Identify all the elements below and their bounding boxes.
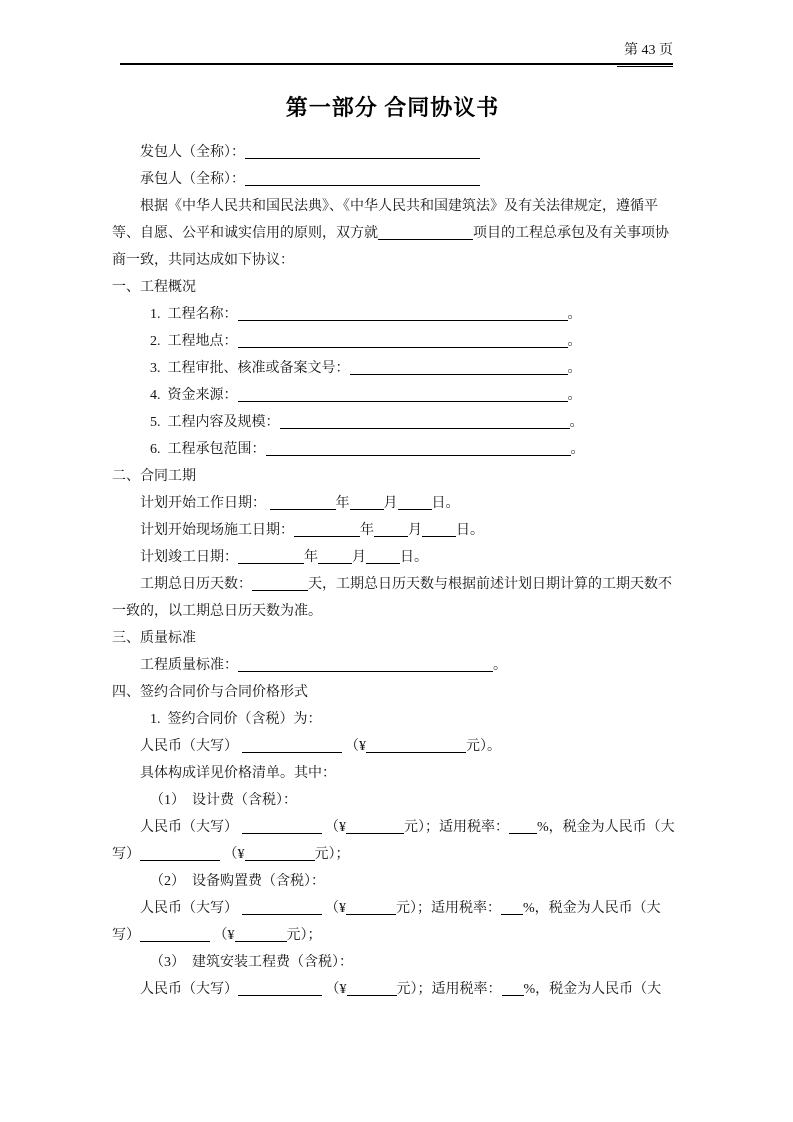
page-number-underline [617, 66, 673, 67]
text-run: 元）； [286, 928, 322, 943]
text-run: 四、签约合同价与合同价格形式 [112, 685, 308, 700]
project-scale-item [112, 409, 673, 436]
contract-price-amount-line [112, 733, 673, 760]
approval-number-item [112, 355, 673, 382]
text-run: 商一致，共同达成如下协议： [112, 253, 294, 268]
blank-field[interactable] [350, 373, 568, 375]
blank-field[interactable] [374, 535, 408, 537]
text-run: 元）；适用税率： [396, 982, 502, 997]
section-4-heading [112, 679, 673, 706]
text-run: %，税金为人民币（大 [523, 901, 661, 916]
text-run: 。 [569, 415, 584, 430]
text-run: （¥ [322, 982, 347, 997]
blank-field[interactable] [280, 427, 570, 429]
text-run: （2） 设备购置费（含税）： [150, 874, 325, 889]
blank-field[interactable] [238, 319, 568, 321]
text-run: %，税金为人民币（大 [523, 982, 662, 997]
text-run: 根据《中华人民共和国民法典》、《中华人民共和国建筑法》及有关法律规定，遵循平 [140, 199, 658, 214]
blank-field[interactable] [294, 535, 360, 537]
duration-days-line-1 [112, 571, 673, 598]
text-run: 一、工程概况 [112, 280, 196, 295]
contract-scope-item [112, 436, 673, 463]
text-run: 。 [570, 442, 585, 457]
blank-field[interactable] [347, 994, 397, 996]
text-run: 日。 [456, 523, 484, 538]
page-header [112, 0, 673, 60]
text-run: 人民币（大写） [140, 982, 238, 997]
text-run: 一致的，以工期总日历天数为准。 [112, 604, 322, 619]
planned-site-start-date-line [112, 517, 673, 544]
party-b-line [112, 166, 673, 193]
planned-start-work-date-line [112, 490, 673, 517]
blank-field[interactable] [238, 346, 568, 348]
design-fee-amount-line-2 [112, 841, 673, 868]
text-run: 写） [112, 928, 140, 943]
text-run: （3） 建筑安装工程费（含税）： [150, 955, 353, 970]
blank-field[interactable] [266, 454, 571, 456]
blank-field[interactable] [509, 832, 537, 834]
blank-field[interactable] [346, 913, 396, 915]
text-run: 月 [352, 550, 366, 565]
text-run: 月 [383, 496, 398, 511]
blank-field[interactable] [238, 994, 322, 996]
text-run: 日。 [400, 550, 428, 565]
blank-field[interactable] [235, 940, 287, 942]
text-run: （¥ [321, 901, 346, 916]
text-run: 。 [567, 388, 582, 403]
text-run: （¥ [341, 739, 366, 754]
text-run: 三、质量标准 [112, 631, 196, 646]
blank-field[interactable] [252, 589, 308, 591]
text-run: 计划开始现场施工日期： [140, 523, 294, 538]
text-run: （¥ [210, 928, 235, 943]
blank-field[interactable] [422, 535, 456, 537]
party-a-line [112, 139, 673, 166]
text-run: 等、自愿、公平和诚实信用的原则，双方就 [112, 226, 378, 241]
text-run: 月 [408, 523, 422, 538]
blank-field[interactable] [238, 670, 493, 672]
project-name-item [112, 301, 673, 328]
text-run: 发包人（全称）： [140, 145, 245, 160]
text-run: 。 [567, 334, 582, 349]
text-run: 5. 工程内容及规模： [150, 415, 280, 430]
quality-standard-line [112, 652, 673, 679]
document-body [112, 139, 673, 1003]
text-run: 具体构成详见价格清单。其中： [140, 766, 336, 781]
text-run: 。 [567, 361, 582, 376]
blank-field[interactable] [140, 940, 210, 942]
page-number: 第 43 页 [624, 43, 673, 58]
text-run: 工程质量标准： [140, 658, 238, 673]
text-run: 日。 [431, 496, 460, 511]
design-fee-amount-line-1 [112, 814, 673, 841]
text-run: 二、合同工期 [112, 469, 196, 484]
section-3-heading [112, 625, 673, 652]
text-run: %，税金为人民币（大 [537, 820, 675, 835]
blank-field[interactable] [350, 508, 384, 510]
equipment-fee-amount-line-2 [112, 922, 673, 949]
text-run: 工期总日历天数： [140, 577, 252, 592]
blank-field[interactable] [238, 562, 304, 564]
text-run: 2. 工程地点： [150, 334, 238, 349]
header-rule [120, 63, 673, 65]
blank-field[interactable] [378, 238, 473, 240]
equipment-fee-item [112, 868, 673, 895]
blank-field[interactable] [242, 751, 342, 753]
blank-field[interactable] [245, 859, 315, 861]
text-run: 年 [360, 523, 374, 538]
text-run: 1. 工程名称： [150, 307, 238, 322]
text-run: 元）；适用税率： [396, 901, 501, 916]
text-run: 元）。 [466, 739, 501, 754]
blank-field[interactable] [140, 859, 220, 861]
blank-field[interactable] [242, 913, 322, 915]
blank-field[interactable] [501, 913, 523, 915]
document-title: 第一部分 合同协议书 [285, 95, 500, 120]
preamble-line-3 [112, 247, 673, 274]
blank-field[interactable] [398, 508, 432, 510]
blank-field[interactable] [366, 751, 466, 753]
blank-field[interactable] [318, 562, 352, 564]
text-run: 天，工期总日历天数与根据前述计划日期计算的工期天数不 [308, 577, 672, 592]
text-run: 写） [112, 847, 140, 862]
preamble-line-1 [112, 193, 673, 220]
project-location-item [112, 328, 673, 355]
text-run: 6. 工程承包范围： [150, 442, 266, 457]
equipment-fee-amount-line-1 [112, 895, 673, 922]
blank-field[interactable] [366, 562, 400, 564]
text-run: 。 [493, 658, 507, 673]
text-run: 元）； [314, 847, 350, 862]
section-2-heading [112, 463, 673, 490]
text-run: 计划开始工作日期： [140, 496, 270, 511]
text-run: 承包人（全称）： [140, 172, 245, 187]
design-fee-item [112, 787, 673, 814]
contract-price-item [112, 706, 673, 733]
blank-field[interactable] [270, 508, 336, 510]
text-run: 计划竣工日期： [140, 550, 238, 565]
text-run: 元）；适用税率： [404, 820, 509, 835]
duration-days-line-2 [112, 598, 673, 625]
price-breakdown-note-line [112, 760, 673, 787]
blank-field[interactable] [346, 832, 404, 834]
construction-fee-item [112, 949, 673, 976]
blank-field[interactable] [245, 184, 480, 186]
construction-fee-amount-line-1 [112, 976, 673, 1003]
text-run: 3. 工程审批、核准或备案文号： [150, 361, 350, 376]
text-run: （¥ [220, 847, 245, 862]
blank-field[interactable] [242, 832, 322, 834]
text-run: 年 [304, 550, 318, 565]
text-run: 项目的工程总承包及有关事项协 [473, 226, 669, 241]
document-content [112, 0, 673, 1003]
blank-field[interactable] [502, 994, 524, 996]
section-1-heading [112, 274, 673, 301]
text-run: 人民币（大写） [140, 820, 242, 835]
text-run: 人民币（大写） [140, 901, 242, 916]
text-run: 4. 资金来源： [150, 388, 238, 403]
funding-source-item [112, 382, 673, 409]
text-run: （¥ [321, 820, 346, 835]
planned-completion-date-line [112, 544, 673, 571]
text-run: 1. 签约合同价（含税）为： [150, 712, 322, 727]
text-run: 人民币（大写） [140, 739, 242, 754]
text-run: 。 [567, 307, 582, 322]
blank-field[interactable] [238, 400, 568, 402]
text-run: 年 [335, 496, 350, 511]
text-run: （1） 设计费（含税）： [150, 793, 297, 808]
preamble-line-2 [112, 220, 673, 247]
blank-field[interactable] [245, 157, 480, 159]
